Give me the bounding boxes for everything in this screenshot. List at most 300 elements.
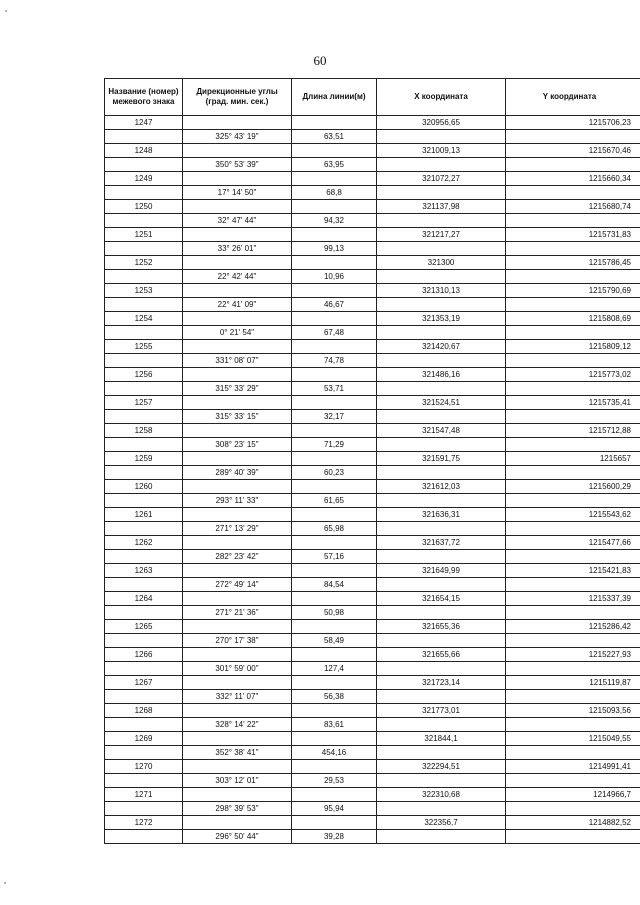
cell-name: 1271	[105, 788, 183, 802]
cell-y: 1215773,02	[506, 368, 640, 382]
cell-length	[292, 144, 377, 158]
cell-length	[292, 284, 377, 298]
table-row	[105, 200, 640, 214]
cell-y: 1215657	[506, 452, 640, 466]
cell-angle: 325° 43' 19"	[183, 130, 292, 144]
cell-name: 1270	[105, 760, 183, 774]
cell-angle: 271° 21' 36"	[183, 606, 292, 620]
cell-y	[506, 326, 640, 340]
table-row	[105, 228, 640, 242]
cell-y: 1215227,93	[506, 648, 640, 662]
cell-length: 60,23	[292, 466, 377, 480]
cell-angle: 22° 42' 44"	[183, 270, 292, 284]
table-row	[105, 368, 640, 382]
cell-name	[105, 438, 183, 452]
cell-length: 50,98	[292, 606, 377, 620]
table-row	[105, 634, 640, 648]
cell-angle: 17° 14' 50"	[183, 186, 292, 200]
table-row	[105, 354, 640, 368]
cell-length: 83,61	[292, 718, 377, 732]
cell-name: 1257	[105, 396, 183, 410]
cell-name: 1253	[105, 284, 183, 298]
cell-angle	[183, 816, 292, 830]
cell-angle	[183, 424, 292, 438]
cell-y: 1215286,42	[506, 620, 640, 634]
cell-y: 1215421,83	[506, 564, 640, 578]
cell-x: 321486,16	[377, 368, 506, 382]
cell-y: 1215600,29	[506, 480, 640, 494]
table-row	[105, 816, 640, 830]
table-row	[105, 690, 640, 704]
cell-x: 321420,67	[377, 340, 506, 354]
cell-name: 1272	[105, 816, 183, 830]
table-row	[105, 648, 640, 662]
cell-name: 1255	[105, 340, 183, 354]
cell-angle: 270° 17' 38"	[183, 634, 292, 648]
cell-length	[292, 368, 377, 382]
cell-x: 321300	[377, 256, 506, 270]
table-row	[105, 144, 640, 158]
cell-y: 1215809,12	[506, 340, 640, 354]
cell-angle: 301° 59' 00"	[183, 662, 292, 676]
cell-x	[377, 354, 506, 368]
cell-x	[377, 214, 506, 228]
cell-y: 1215790,69	[506, 284, 640, 298]
cell-angle: 272° 49' 14"	[183, 578, 292, 592]
cell-name	[105, 662, 183, 676]
cell-angle	[183, 200, 292, 214]
cell-x: 321310,13	[377, 284, 506, 298]
header-angle: Дирекционные углы (град. мин. сек.)	[183, 79, 292, 116]
cell-length	[292, 508, 377, 522]
cell-name: 1260	[105, 480, 183, 494]
cell-length: 127,4	[292, 662, 377, 676]
cell-angle	[183, 116, 292, 130]
cell-y	[506, 382, 640, 396]
cell-length: 95,94	[292, 802, 377, 816]
cell-y	[506, 466, 640, 480]
cell-length: 46,67	[292, 298, 377, 312]
cell-angle	[183, 480, 292, 494]
table-row	[105, 662, 640, 676]
cell-x: 321612,03	[377, 480, 506, 494]
cell-x: 321654,15	[377, 592, 506, 606]
boundary-coordinates-table	[104, 78, 640, 844]
cell-name: 1247	[105, 116, 183, 130]
table-row	[105, 242, 640, 256]
table-row	[105, 788, 640, 802]
table-row	[105, 382, 640, 396]
table-row	[105, 620, 640, 634]
table-row	[105, 676, 640, 690]
cell-length	[292, 172, 377, 186]
cell-angle	[183, 368, 292, 382]
cell-name: 1254	[105, 312, 183, 326]
cell-name: 1264	[105, 592, 183, 606]
cell-angle: 315° 33' 15"	[183, 410, 292, 424]
cell-angle: 328° 14' 22"	[183, 718, 292, 732]
cell-x	[377, 550, 506, 564]
cell-y	[506, 494, 640, 508]
cell-length: 29,53	[292, 774, 377, 788]
cell-y: 1215119,87	[506, 676, 640, 690]
table-row	[105, 494, 640, 508]
cell-angle: 315° 33' 29"	[183, 382, 292, 396]
cell-name	[105, 522, 183, 536]
cell-x	[377, 690, 506, 704]
cell-length	[292, 452, 377, 466]
cell-angle	[183, 312, 292, 326]
cell-name	[105, 242, 183, 256]
cell-angle	[183, 788, 292, 802]
cell-length	[292, 228, 377, 242]
cell-length: 94,32	[292, 214, 377, 228]
cell-length	[292, 340, 377, 354]
cell-y	[506, 606, 640, 620]
cell-angle	[183, 676, 292, 690]
cell-y: 1215786,45	[506, 256, 640, 270]
cell-y	[506, 690, 640, 704]
cell-y	[506, 242, 640, 256]
cell-angle: 296° 50' 44"	[183, 830, 292, 844]
cell-name: 1256	[105, 368, 183, 382]
cell-length: 63,95	[292, 158, 377, 172]
cell-y	[506, 662, 640, 676]
cell-length: 74,78	[292, 354, 377, 368]
cell-length	[292, 536, 377, 550]
cell-x: 321137,98	[377, 200, 506, 214]
table-row	[105, 746, 640, 760]
cell-name: 1263	[105, 564, 183, 578]
table-row	[105, 466, 640, 480]
cell-name	[105, 746, 183, 760]
cell-x	[377, 326, 506, 340]
cell-name: 1269	[105, 732, 183, 746]
cell-name: 1249	[105, 172, 183, 186]
cell-x: 322356,7	[377, 816, 506, 830]
cell-y	[506, 298, 640, 312]
cell-name: 1259	[105, 452, 183, 466]
table-row	[105, 396, 640, 410]
table-row	[105, 284, 640, 298]
cell-length	[292, 704, 377, 718]
cell-name: 1268	[105, 704, 183, 718]
cell-y: 1214991,41	[506, 760, 640, 774]
cell-length	[292, 116, 377, 130]
cell-length	[292, 256, 377, 270]
cell-length	[292, 676, 377, 690]
cell-x	[377, 522, 506, 536]
cell-y	[506, 354, 640, 368]
table-row	[105, 774, 640, 788]
cell-name: 1262	[105, 536, 183, 550]
table-row	[105, 256, 640, 270]
scan-speck	[4, 882, 6, 884]
cell-angle: 293° 11' 33"	[183, 494, 292, 508]
table-row	[105, 760, 640, 774]
cell-length: 68,8	[292, 186, 377, 200]
table-row	[105, 158, 640, 172]
cell-x	[377, 494, 506, 508]
cell-x	[377, 606, 506, 620]
cell-name	[105, 298, 183, 312]
cell-angle: 271° 13' 29"	[183, 522, 292, 536]
cell-angle: 303° 12' 01"	[183, 774, 292, 788]
cell-length	[292, 788, 377, 802]
cell-y: 1215337,39	[506, 592, 640, 606]
cell-length: 53,71	[292, 382, 377, 396]
cell-angle: 352° 38' 41"	[183, 746, 292, 760]
cell-angle: 33° 26' 01"	[183, 242, 292, 256]
cell-name	[105, 830, 183, 844]
cell-name	[105, 326, 183, 340]
cell-angle: 332° 11' 07"	[183, 690, 292, 704]
cell-x: 321217,27	[377, 228, 506, 242]
table-row	[105, 326, 640, 340]
cell-length: 56,38	[292, 690, 377, 704]
cell-x: 322294,51	[377, 760, 506, 774]
table-row	[105, 186, 640, 200]
cell-name	[105, 410, 183, 424]
cell-x	[377, 158, 506, 172]
cell-length: 57,16	[292, 550, 377, 564]
cell-name	[105, 802, 183, 816]
cell-angle: 289° 40' 39"	[183, 466, 292, 480]
cell-name	[105, 130, 183, 144]
table-row	[105, 718, 640, 732]
cell-x: 321773,01	[377, 704, 506, 718]
cell-x: 321637,72	[377, 536, 506, 550]
cell-length	[292, 312, 377, 326]
cell-x	[377, 298, 506, 312]
table-row	[105, 704, 640, 718]
cell-y: 1215477,66	[506, 536, 640, 550]
cell-name	[105, 354, 183, 368]
cell-y: 1215706,23	[506, 116, 640, 130]
table-row	[105, 564, 640, 578]
table-row	[105, 732, 640, 746]
cell-angle	[183, 760, 292, 774]
cell-length: 10,96	[292, 270, 377, 284]
cell-length	[292, 732, 377, 746]
cell-x	[377, 774, 506, 788]
cell-angle: 32° 47' 44"	[183, 214, 292, 228]
cell-angle	[183, 172, 292, 186]
table-row	[105, 214, 640, 228]
cell-angle	[183, 256, 292, 270]
table-row	[105, 592, 640, 606]
table-header	[105, 79, 640, 116]
cell-x: 321524,51	[377, 396, 506, 410]
cell-name: 1266	[105, 648, 183, 662]
table-row	[105, 340, 640, 354]
cell-length: 71,29	[292, 438, 377, 452]
cell-y: 1214966,7	[506, 788, 640, 802]
cell-name: 1267	[105, 676, 183, 690]
table-row	[105, 802, 640, 816]
cell-angle	[183, 396, 292, 410]
header-length: Длина линии(м)	[292, 79, 377, 116]
cell-y: 1215735,41	[506, 396, 640, 410]
table-row	[105, 172, 640, 186]
cell-x: 321649,99	[377, 564, 506, 578]
table-row	[105, 116, 640, 130]
cell-name	[105, 186, 183, 200]
cell-y	[506, 438, 640, 452]
cell-y	[506, 186, 640, 200]
cell-y	[506, 270, 640, 284]
cell-x: 321655,36	[377, 620, 506, 634]
cell-x: 321636,31	[377, 508, 506, 522]
cell-length: 99,13	[292, 242, 377, 256]
cell-y	[506, 522, 640, 536]
cell-x	[377, 830, 506, 844]
cell-x	[377, 438, 506, 452]
cell-name	[105, 634, 183, 648]
table-row	[105, 298, 640, 312]
cell-x	[377, 130, 506, 144]
table-row	[105, 508, 640, 522]
cell-length	[292, 480, 377, 494]
cell-name	[105, 550, 183, 564]
cell-y	[506, 746, 640, 760]
cell-x	[377, 718, 506, 732]
cell-angle: 0° 21' 54"	[183, 326, 292, 340]
cell-x	[377, 382, 506, 396]
cell-angle	[183, 620, 292, 634]
header-y: Y координата	[506, 79, 640, 116]
table-row	[105, 550, 640, 564]
cell-y	[506, 158, 640, 172]
cell-y: 1215808,69	[506, 312, 640, 326]
cell-x: 320956,65	[377, 116, 506, 130]
cell-length: 39,28	[292, 830, 377, 844]
cell-name	[105, 158, 183, 172]
cell-angle	[183, 144, 292, 158]
cell-y: 1215543,62	[506, 508, 640, 522]
header-name: Название (номер) межевого знака	[105, 79, 183, 116]
cell-x	[377, 746, 506, 760]
cell-name	[105, 466, 183, 480]
scan-speck	[5, 10, 7, 12]
cell-x	[377, 466, 506, 480]
cell-x: 321072,27	[377, 172, 506, 186]
table-row	[105, 606, 640, 620]
cell-angle	[183, 732, 292, 746]
cell-name: 1252	[105, 256, 183, 270]
cell-y	[506, 214, 640, 228]
cell-y	[506, 718, 640, 732]
cell-angle	[183, 284, 292, 298]
cell-length	[292, 816, 377, 830]
cell-length: 63,51	[292, 130, 377, 144]
cell-x	[377, 186, 506, 200]
cell-x	[377, 578, 506, 592]
cell-name	[105, 606, 183, 620]
cell-length	[292, 424, 377, 438]
cell-angle: 331° 08' 07"	[183, 354, 292, 368]
cell-y	[506, 774, 640, 788]
cell-angle	[183, 228, 292, 242]
table-row	[105, 830, 640, 844]
table-row	[105, 410, 640, 424]
table-row	[105, 130, 640, 144]
table-row	[105, 578, 640, 592]
cell-length	[292, 760, 377, 774]
cell-length	[292, 620, 377, 634]
cell-name	[105, 718, 183, 732]
cell-length	[292, 564, 377, 578]
cell-y	[506, 802, 640, 816]
cell-name	[105, 270, 183, 284]
cell-length: 65,98	[292, 522, 377, 536]
cell-name: 1248	[105, 144, 183, 158]
cell-y: 1215660,34	[506, 172, 640, 186]
table-row	[105, 522, 640, 536]
cell-y: 1214882,52	[506, 816, 640, 830]
cell-x	[377, 410, 506, 424]
cell-angle: 308° 23' 15"	[183, 438, 292, 452]
cell-x	[377, 662, 506, 676]
cell-angle	[183, 564, 292, 578]
cell-angle	[183, 704, 292, 718]
cell-x: 321655,66	[377, 648, 506, 662]
cell-y: 1215680,74	[506, 200, 640, 214]
table-row	[105, 480, 640, 494]
table-row	[105, 312, 640, 326]
cell-length: 84,54	[292, 578, 377, 592]
cell-x	[377, 270, 506, 284]
cell-y	[506, 550, 640, 564]
cell-x: 321547,48	[377, 424, 506, 438]
cell-angle: 350° 53' 39"	[183, 158, 292, 172]
cell-x: 322310,68	[377, 788, 506, 802]
cell-x: 321723,14	[377, 676, 506, 690]
cell-length	[292, 648, 377, 662]
cell-x: 321009,13	[377, 144, 506, 158]
cell-length: 58,49	[292, 634, 377, 648]
cell-y	[506, 410, 640, 424]
cell-angle	[183, 648, 292, 662]
cell-y: 1215670,46	[506, 144, 640, 158]
cell-y	[506, 130, 640, 144]
header-row	[105, 79, 640, 116]
table-row	[105, 536, 640, 550]
cell-length	[292, 592, 377, 606]
cell-angle	[183, 592, 292, 606]
table-row	[105, 424, 640, 438]
cell-angle: 22° 41' 09"	[183, 298, 292, 312]
cell-y	[506, 578, 640, 592]
cell-y: 1215093,56	[506, 704, 640, 718]
cell-y	[506, 634, 640, 648]
cell-angle: 298° 39' 53"	[183, 802, 292, 816]
cell-length	[292, 396, 377, 410]
cell-angle	[183, 452, 292, 466]
cell-name	[105, 690, 183, 704]
table-row	[105, 438, 640, 452]
cell-name: 1251	[105, 228, 183, 242]
cell-angle	[183, 536, 292, 550]
cell-name	[105, 382, 183, 396]
cell-length: 454,16	[292, 746, 377, 760]
cell-length: 61,65	[292, 494, 377, 508]
page-number: 60	[313, 53, 327, 68]
cell-name	[105, 494, 183, 508]
cell-y	[506, 830, 640, 844]
table-body	[105, 116, 640, 844]
cell-length	[292, 200, 377, 214]
